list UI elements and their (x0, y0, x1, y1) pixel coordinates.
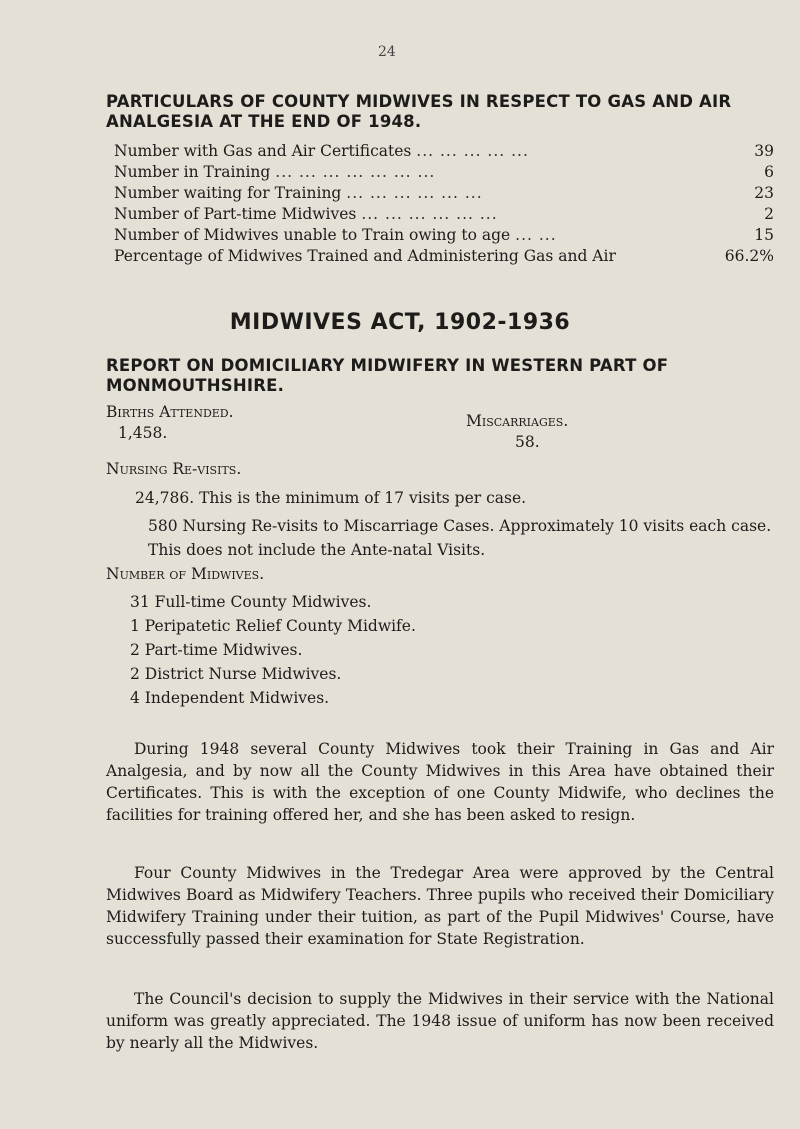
stat-row (114, 226, 774, 247)
stat-value: 15 (754, 226, 774, 244)
stat-label: Number waiting for Training (114, 184, 342, 202)
list-item: 2 Part-time Midwives. (130, 641, 303, 659)
paragraph-national-uniform: The Council's decision to supply the Midwives in their service with the National uniform was greatly appreciated. The 1948 issue of uniform has now been received by nearly all the Midwives. (106, 990, 774, 1052)
leader-dots: ... ... ... ... ... ... (346, 184, 483, 202)
stat-value: 39 (754, 142, 774, 160)
list-item: 1 Peripatetic Relief County Midwife. (130, 617, 416, 635)
stat-value: 23 (754, 184, 774, 202)
nursing-revisits-heading: Nursing Re-visits. (106, 460, 242, 478)
leader-dots: ... ... ... ... ... ... (361, 205, 498, 223)
section-title-domiciliary-midwifery: REPORT ON DOMICILIARY MIDWIFERY IN WESTERN PART OF MONMOUTHSHIRE. (106, 356, 669, 395)
miscarriages-heading: Miscarriages. (466, 412, 569, 430)
stat-label: Number with Gas and Air Certificates (114, 142, 412, 160)
leader-dots: ... ... (515, 226, 557, 244)
miscarriages-value: 58. (515, 433, 540, 451)
stat-label: Number of Part-time Midwives (114, 205, 357, 223)
page-number: 24 (378, 44, 396, 60)
nursing-revisits-line: 24,786. This is the minimum of 17 visits per case. (135, 489, 527, 507)
stat-label: Percentage of Midwives Trained and Administering Gas and Air (114, 247, 616, 265)
stat-value: 2 (764, 205, 774, 223)
births-heading: Births Attended. (106, 403, 234, 421)
leader-dots: ... ... ... ... ... ... ... (275, 163, 436, 181)
nursing-revisits-line: 580 Nursing Re-visits to Miscarriage Cases. Approximately 10 visits each case. This does not include the Ante-natal Visits. (148, 517, 772, 559)
stat-value: 6 (764, 163, 774, 181)
stat-value: 66.2% (724, 247, 774, 265)
section-title-gas-air-analgesia: PARTICULARS OF COUNTY MIDWIVES IN RESPECT TO GAS AND AIR ANALGESIA AT THE END OF 1948. (106, 92, 732, 131)
list-item: 4 Independent Midwives. (130, 689, 330, 707)
midwives-list (130, 590, 416, 710)
stat-label: Number of Midwives unable to Train owing to age (114, 226, 511, 244)
list-item: 2 District Nurse Midwives. (130, 665, 342, 683)
act-title: MIDWIVES ACT, 1902-1936 (229, 310, 571, 335)
births-value: 1,458. (118, 424, 168, 442)
stat-row (114, 247, 774, 268)
stat-row (114, 184, 774, 205)
list-item: 31 Full-time County Midwives. (130, 593, 372, 611)
stat-row (114, 163, 774, 184)
stat-row (114, 142, 774, 163)
leader-dots: ... ... ... ... ... (416, 142, 529, 160)
stat-label: Number in Training (114, 163, 271, 181)
gas-air-stats-table (114, 142, 774, 268)
paragraph-midwifery-teachers: Four County Midwives in the Tredegar Area were approved by the Central Midwives Board as Midwifery Teachers. Three pupils who received their Domiciliary Midwifery Training under their tuition, as part of the Pupil Midwives' Course, have successfully passed their examination for State Registration. (106, 864, 774, 948)
stat-row (114, 205, 774, 226)
paragraph-gas-air-training: During 1948 several County Midwives took their Training in Gas and Air Analgesia, and by now all the County Midwives in this Area have obtained their Certificates. This is with the exception of one County Midwife, who declines the facilities for training offered her, and she has been asked to resign. (106, 740, 774, 824)
number-of-midwives-heading: Number of Midwives. (106, 565, 265, 583)
